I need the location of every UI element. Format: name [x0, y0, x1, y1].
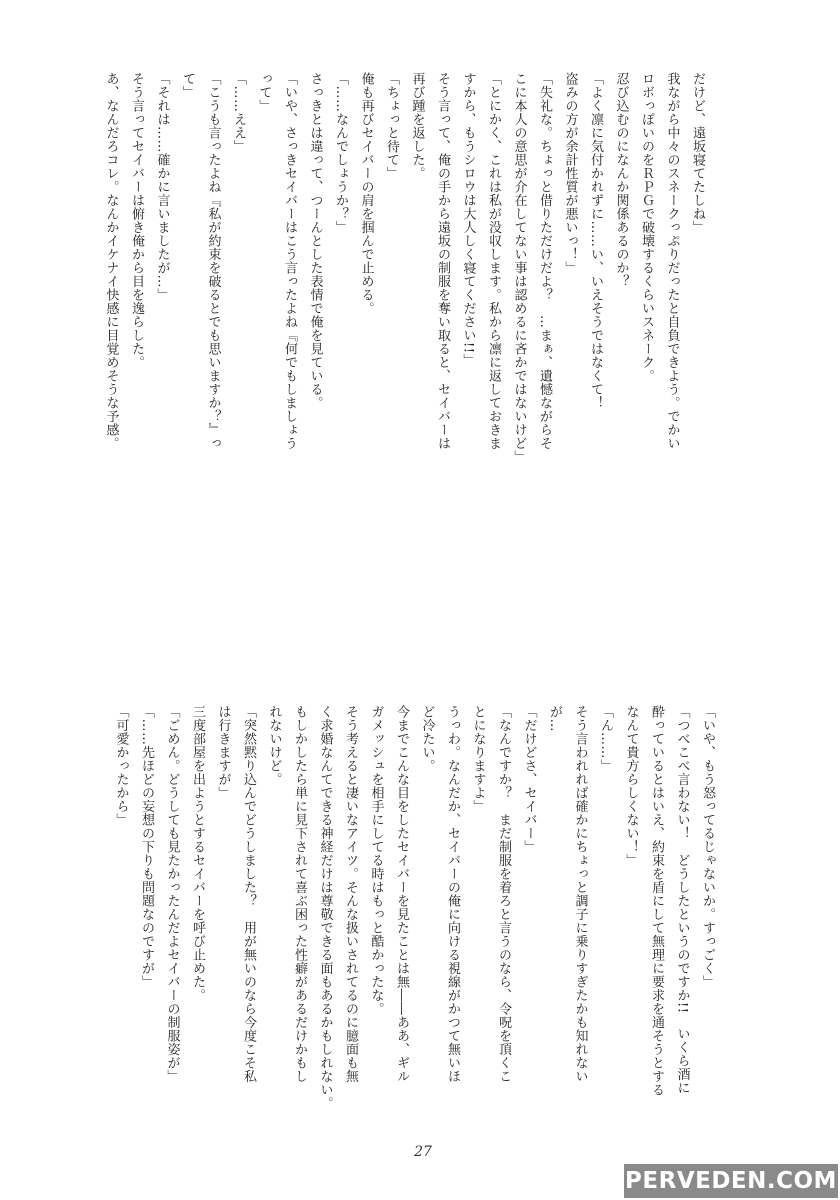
text-line: 「いや、さっきセイバーはこう言ったよね『何でもしましょう [282, 72, 297, 450]
text-line: 「ちょっと待て」 [384, 72, 399, 180]
text-line: 「それは……確かに言いましたが…」 [154, 72, 170, 302]
text-line: うっわ。なんだか、セイバーの俺に向ける視線がかつて無いほ [445, 705, 460, 1083]
text-line: ロボっぽいのをＲＰＧで破壊するくらいスネーク。 [639, 72, 654, 383]
lower-left-text-column [113, 705, 720, 1135]
text-line: が… [547, 705, 562, 732]
text-line: 「可愛かったから」 [113, 705, 129, 827]
text-line: 「つべこべ言わない！ どうしたというのですか!! いくら酒に [674, 705, 690, 1095]
text-line: そう言われれば確かにちょっと調子に乗りすぎたかも知れない [572, 705, 588, 1083]
text-line: 「失礼な。ちょっと借りただけだよ？ …まぁ、遺憾ながらそ [537, 72, 552, 450]
text-line: とになりますよ」 [470, 705, 486, 813]
page-number: 27 [414, 1144, 432, 1160]
text-line: ど冷たい。 [419, 705, 435, 773]
text-line: こに本人の意思が介在してない事は認めるに吝かではないけど」 [511, 72, 527, 464]
text-line: そう言ってセイバーは俯き俺から目を逸らした。 [129, 72, 144, 369]
text-line: すから、もうシロウは大人しく寝てください!!」 [460, 72, 476, 367]
text-line: 「……先ほどの妄想の下りも問題なのですが」 [139, 705, 154, 989]
text-line: は行きますが」 [215, 705, 231, 800]
text-line: 「なんですか？ まだ制服を着ろと言うのなら、令呪を頂くこ [496, 705, 511, 1083]
text-line: 「……なんでしょうか？」 [333, 72, 348, 234]
text-line: さっきとは違って、つーんとした表情で俺を見ている。 [307, 72, 323, 410]
text-line: 「とにかく、これは私が没収します。私から凛に返しておきま [486, 72, 501, 450]
site-watermark[interactable]: PERVEDEN.COM [624, 1164, 838, 1198]
text-line: もしかしたら単に見下されて喜ぶ困った性癖があるだけかもし [292, 705, 307, 1083]
text-line: れないけど。 [266, 705, 282, 786]
text-line: あ、なんだろコレ。なんかイケナイ快感に目覚めそうな予感。 [103, 72, 119, 450]
text-line: 「だけどさ、セイバー」 [521, 705, 537, 854]
text-line: 「突然黙り込んでどうしました？ 用が無いのなら今度こそ私 [241, 705, 256, 1083]
text-line: 三度部屋を出ようとするセイバーを呼び止めた。 [190, 705, 205, 1002]
text-line: 「ん……」 [598, 705, 613, 773]
text-line: て」 [180, 72, 195, 99]
upper-text-column [103, 72, 710, 632]
text-line: 酔っているとはいえ、約束を盾にして無理に要求を通そうとする [649, 705, 664, 1097]
text-line: 我ながら中々のスネークっぷりだったと自負できよう。でかい [664, 72, 680, 450]
text-line: ガメッシュを相手にしてる時はもっと酷かったな。 [368, 705, 384, 1016]
text-line: なんて貴方らしくない！」 [623, 705, 639, 867]
text-line: 「よく凛に気付かれずに……い、いえそうではなくて！ [588, 72, 603, 410]
text-line: 盗みの方が余計性質が悪いっ！」 [562, 72, 578, 275]
text-line: 「いや、もう怒ってるじゃないか。すっごく」 [700, 705, 715, 989]
text-line: って」 [256, 72, 272, 113]
text-line: 今までこんな目をしたセイバーを見たことは無――ああ、ギル [394, 705, 409, 1083]
text-line: 「ごめん。どうしても見たかったんだよセイバーの制服姿が」 [164, 705, 180, 1083]
text-line: そう考えると凄いなアイツ。そんな扱いされてるのに臆面も無 [343, 705, 358, 1083]
text-line: 「……ええ」 [231, 72, 246, 153]
text-line: 忍び込むのになんか関係あるのか？ [613, 72, 629, 288]
text-line: 「こうも言ったよね『私が約束を破るとでも思いますか？』っ [205, 72, 221, 450]
text-line: 俺も再びセイバーの肩を掴んで止める。 [358, 72, 374, 315]
text-line: だけど、遠坂寝てたしね」 [690, 72, 705, 234]
text-line: そう言って、俺の手から遠坂の制服を奪い取ると、セイバーは [435, 72, 450, 450]
text-line: く求婚なんてできる神経だけは尊敬できる面もあるかもしれない。 [317, 705, 333, 1110]
text-line: 再び踵を返した。 [409, 72, 425, 180]
